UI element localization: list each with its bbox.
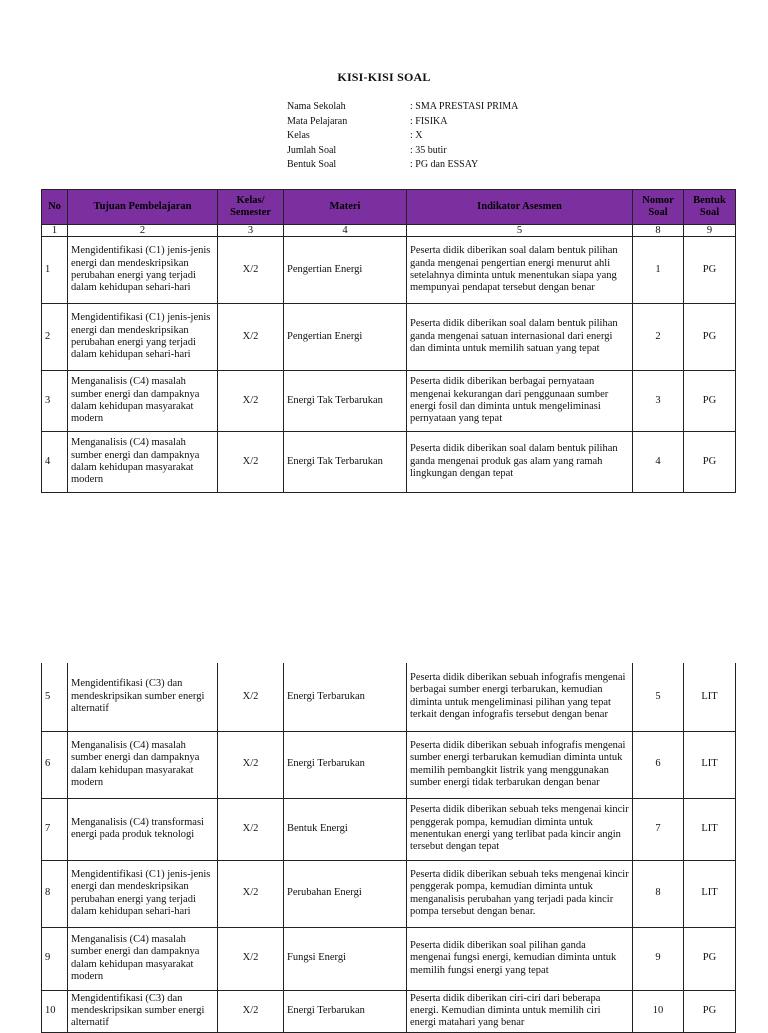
cell-tujuan: Mengidentifikasi (C1) jenis-jenis energi dan mendeskripsikan perubahan energi yang terjadi dalam kehidupan sehari-hari <box>68 237 218 304</box>
cell-kelas: X/2 <box>218 432 284 493</box>
cell-indikator: Peserta didik diberikan soal dalam bentuk pilihan ganda mengenai pengertian energi menurut ahli setelahnya diminta untuk menentukan siapa yang mempunyai pendapat tersebut dengan benar <box>407 237 633 304</box>
header-tujuan: Tujuan Pembelajaran <box>68 190 218 225</box>
cell-indikator: Peserta didik diberikan berbagai pernyataan mengenai kekurangan dari penggunaan sumber energi fosil dan diminta untuk mengeliminasi pernyataan yang tepat <box>407 371 633 432</box>
header-row <box>42 190 736 225</box>
table-row <box>42 304 736 371</box>
cell-no: 1 <box>42 237 68 304</box>
cell-kelas: X/2 <box>218 304 284 371</box>
cell-materi: Energi Terbarukan <box>284 990 407 1032</box>
header-indikator: Indikator Asesmen <box>407 190 633 225</box>
cell-no: 4 <box>42 432 68 493</box>
cell-no: 5 <box>42 663 68 731</box>
table-row <box>42 371 736 432</box>
cell-materi: Energi Tak Terbarukan <box>284 371 407 432</box>
header-nomor: Nomor Soal <box>633 190 684 225</box>
table-row <box>42 990 736 1032</box>
column-number-row <box>42 225 736 237</box>
cell-indikator: Peserta didik diberikan sebuah infografis mengenai sumber energi terbarukan kemudian diminta untuk memilih pembangkit listrik yang menggunakan sumber energi tidak terbarukan dengan benar <box>407 731 633 798</box>
school-info-table <box>287 100 518 173</box>
info-row <box>287 158 518 173</box>
cell-indikator: Peserta didik diberikan sebuah infografis mengenai berbagai sumber energi terbarukan, kemudian diminta untuk mengeliminasi pilihan yang tepat terkait dengan infografis tersebut dengan benar <box>407 663 633 731</box>
cell-tujuan: Menganalisis (C4) masalah sumber energi dan dampaknya dalam kehidupan masyarakat modern <box>68 731 218 798</box>
cell-tujuan: Mengidentifikasi (C3) dan mendeskripsikan sumber energi alternatif <box>68 663 218 731</box>
cell-bentuk: PG <box>684 304 736 371</box>
table-row <box>42 798 736 860</box>
cell-bentuk: LIT <box>684 731 736 798</box>
cell-indikator: Peserta didik diberikan soal dalam bentuk pilihan ganda mengenai satuan internasional dari energi dan diminta untuk memilih satuan yang tepat <box>407 304 633 371</box>
column-number: 3 <box>218 225 284 237</box>
cell-tujuan: Menganalisis (C4) masalah sumber energi dan dampaknya dalam kehidupan masyarakat modern <box>68 927 218 990</box>
cell-kelas: X/2 <box>218 731 284 798</box>
cell-materi: Fungsi Energi <box>284 927 407 990</box>
cell-nomor: 5 <box>633 663 684 731</box>
info-row <box>287 100 518 115</box>
cell-materi: Energi Terbarukan <box>284 663 407 731</box>
cell-nomor: 6 <box>633 731 684 798</box>
header-bentuk: Bentuk Soal <box>684 190 736 225</box>
table-row <box>42 860 736 927</box>
cell-no: 9 <box>42 927 68 990</box>
cell-nomor: 1 <box>633 237 684 304</box>
cell-nomor: 4 <box>633 432 684 493</box>
cell-materi: Pengertian Energi <box>284 237 407 304</box>
cell-tujuan: Mengidentifikasi (C1) jenis-jenis energi dan mendeskripsikan perubahan energi yang terjadi dalam kehidupan sehari-hari <box>68 304 218 371</box>
cell-kelas: X/2 <box>218 990 284 1032</box>
document-title: KISI-KISI SOAL <box>337 70 431 84</box>
cell-kelas: X/2 <box>218 663 284 731</box>
cell-indikator: Peserta didik diberikan sebuah teks mengenai kincir penggerak pompa, kemudian diminta untuk menganalisis perubahan yang terjadi pada kincir pompa tersebut dengan benar. <box>407 860 633 927</box>
cell-no: 8 <box>42 860 68 927</box>
info-value: : SMA PRESTASI PRIMA <box>410 101 519 112</box>
cell-materi: Pengertian Energi <box>284 304 407 371</box>
grid-table-page-2 <box>41 663 736 1033</box>
column-number: 5 <box>407 225 633 237</box>
info-value: : FISIKA <box>410 115 448 127</box>
info-value: : X <box>410 130 423 141</box>
info-label: Mata Pelajaran <box>287 115 348 127</box>
cell-nomor: 2 <box>633 304 684 371</box>
table-row <box>42 927 736 990</box>
cell-kelas: X/2 <box>218 798 284 860</box>
cell-indikator: Peserta didik diberikan sebuah teks mengenai kincir penggerak pompa, kemudian diminta untuk menentukan energi yang terlibat pada kincir angin tersebut dengan tepat <box>407 798 633 860</box>
cell-kelas: X/2 <box>218 371 284 432</box>
table-row <box>42 731 736 798</box>
column-number: 9 <box>684 225 736 237</box>
cell-kelas: X/2 <box>218 860 284 927</box>
cell-kelas: X/2 <box>218 237 284 304</box>
header-materi: Materi <box>284 190 407 225</box>
cell-materi: Energi Tak Terbarukan <box>284 432 407 493</box>
cell-nomor: 3 <box>633 371 684 432</box>
cell-nomor: 9 <box>633 927 684 990</box>
cell-nomor: 10 <box>633 990 684 1032</box>
cell-no: 10 <box>42 990 68 1032</box>
cell-no: 2 <box>42 304 68 371</box>
cell-nomor: 7 <box>633 798 684 860</box>
cell-bentuk: PG <box>684 990 736 1032</box>
cell-indikator: Peserta didik diberikan soal dalam bentuk pilihan ganda mengenai produk gas alam yang ramah lingkungan dengan tepat <box>407 432 633 493</box>
cell-materi: Bentuk Energi <box>284 798 407 860</box>
cell-tujuan: Menganalisis (C4) masalah sumber energi dan dampaknya dalam kehidupan masyarakat modern <box>68 432 218 493</box>
column-number: 8 <box>633 225 684 237</box>
info-value: : 35 butir <box>410 144 447 156</box>
table-row <box>42 237 736 304</box>
cell-tujuan: Menganalisis (C4) masalah sumber energi dan dampaknya dalam kehidupan masyarakat modern <box>68 371 218 432</box>
info-label: Bentuk Soal <box>287 159 337 170</box>
cell-tujuan: Mengidentifikasi (C3) dan mendeskripsikan sumber energi alternatif <box>68 990 218 1032</box>
column-number: 1 <box>42 225 68 237</box>
info-row <box>287 115 518 130</box>
cell-bentuk: LIT <box>684 663 736 731</box>
table-row <box>42 663 736 731</box>
info-value: : PG dan ESSAY <box>410 159 479 170</box>
cell-materi: Energi Terbarukan <box>284 731 407 798</box>
cell-bentuk: PG <box>684 432 736 493</box>
cell-tujuan: Mengidentifikasi (C1) jenis-jenis energi dan mendeskripsikan perubahan energi yang terjadi dalam kehidupan sehari-hari <box>68 860 218 927</box>
info-label: Nama Sekolah <box>287 101 346 112</box>
info-row <box>287 129 518 144</box>
cell-bentuk: PG <box>684 371 736 432</box>
info-label: Jumlah Soal <box>287 144 337 156</box>
info-row <box>287 144 518 159</box>
cell-no: 7 <box>42 798 68 860</box>
column-number: 2 <box>68 225 218 237</box>
cell-indikator: Peserta didik diberikan soal pilihan ganda mengenai fungsi energi, kemudian diminta untuk memilih fungsi energi yang tepat <box>407 927 633 990</box>
cell-no: 6 <box>42 731 68 798</box>
grid-table-page-1 <box>41 189 736 493</box>
cell-no: 3 <box>42 371 68 432</box>
header-kelas: Kelas/ Semester <box>218 190 284 225</box>
cell-bentuk: LIT <box>684 798 736 860</box>
column-number: 4 <box>284 225 407 237</box>
cell-kelas: X/2 <box>218 927 284 990</box>
info-label: Kelas <box>287 130 310 141</box>
header-no: No <box>42 190 68 225</box>
cell-bentuk: LIT <box>684 860 736 927</box>
cell-indikator: Peserta didik diberikan ciri-ciri dari beberapa energi. Kemudian diminta untuk memilih ciri energi matahari yang benar <box>407 990 633 1032</box>
cell-nomor: 8 <box>633 860 684 927</box>
table-row <box>42 432 736 493</box>
cell-tujuan: Menganalisis (C4) transformasi energi pada produk teknologi <box>68 798 218 860</box>
cell-bentuk: PG <box>684 927 736 990</box>
cell-bentuk: PG <box>684 237 736 304</box>
cell-materi: Perubahan Energi <box>284 860 407 927</box>
